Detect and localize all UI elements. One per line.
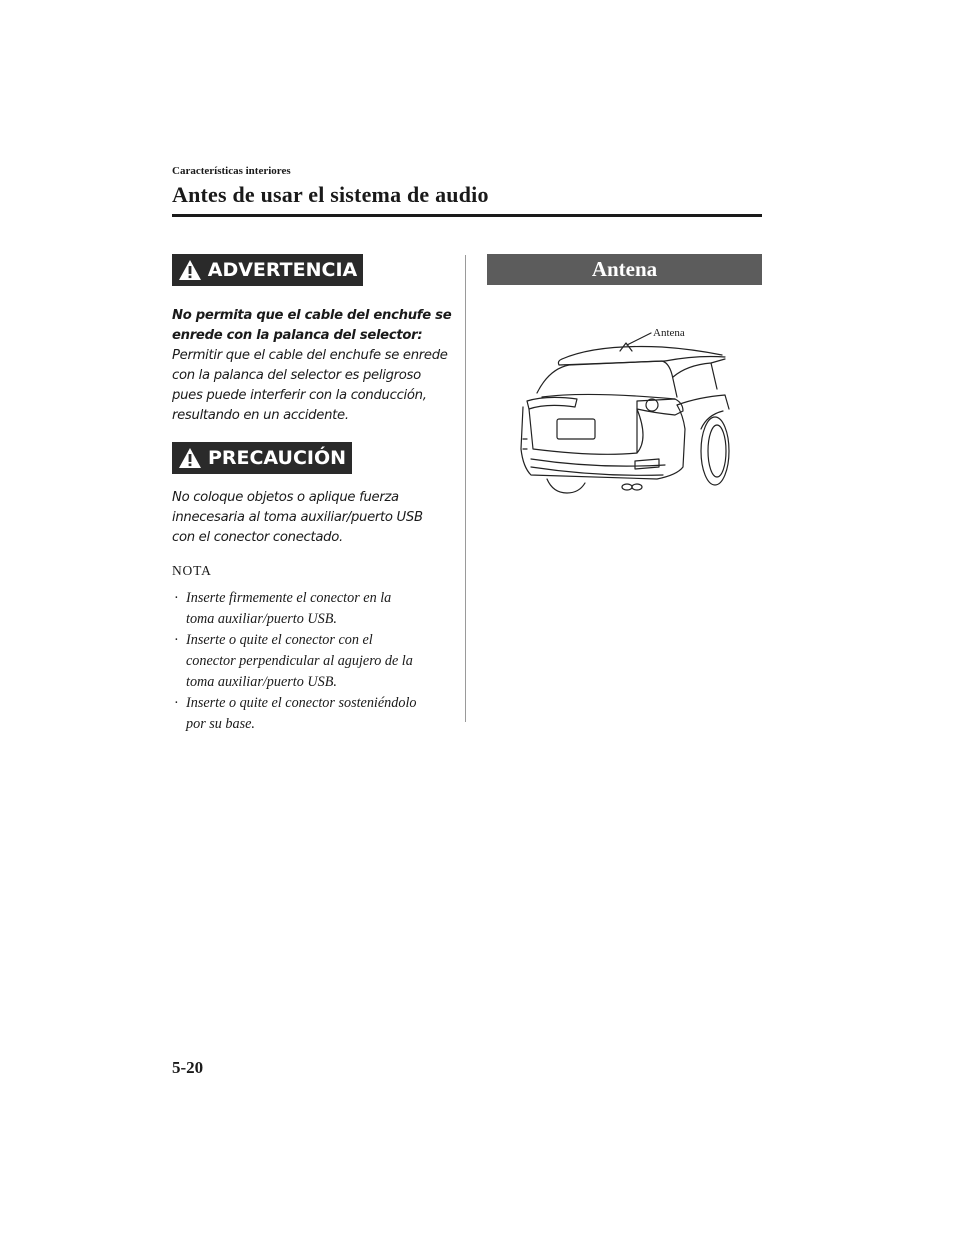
breadcrumb: Características interiores (172, 165, 291, 177)
note-item (172, 693, 462, 735)
note-label: NOTA (172, 563, 212, 578)
section-title-bar (487, 254, 762, 285)
caution-body-line: No coloque objetos o aplique fuerza (172, 490, 399, 505)
car-rear-illustration (487, 289, 762, 494)
warning-heading-line: No permita que el cable del enchufe se (172, 308, 452, 323)
note-line: conector perpendicular al agujero de la (186, 653, 413, 669)
note-item (172, 630, 462, 693)
note-line: Inserte o quite el conector sosteniéndolo (186, 695, 417, 711)
caution-triangle-icon (178, 447, 202, 469)
note-line: toma auxiliar/puerto USB. (186, 674, 337, 690)
warning-body (172, 346, 454, 426)
note-line: Inserte firmemente el conector en la (186, 590, 392, 606)
note-item (172, 588, 462, 630)
column-divider (465, 255, 466, 722)
caution-body (172, 488, 454, 548)
note-list (172, 588, 462, 735)
warning-body-line: con la palanca del selector es peligroso (172, 368, 421, 383)
page-number: 5-20 (172, 1058, 204, 1077)
caution-label: PRECAUCIÓN (207, 447, 347, 469)
warning-body-line: resultando en un accidente. (172, 408, 349, 423)
warning-triangle-icon (178, 259, 202, 281)
bullet-icon: · (174, 590, 179, 606)
caution-body-line: con el conector conectado. (172, 530, 343, 545)
note-line: toma auxiliar/puerto USB. (186, 611, 337, 627)
warning-body-line: Permitir que el cable del enchufe se enrede (172, 348, 448, 363)
antenna-callout-label: Antena (653, 327, 685, 339)
right-column (487, 254, 762, 494)
title-rule (172, 214, 762, 217)
page-title: Antes de usar el sistema de audio (172, 182, 489, 207)
section-title: Antena (591, 257, 658, 281)
warning-heading (172, 306, 454, 346)
caution-banner (172, 442, 352, 474)
warning-heading-line: enrede con la palanca del selector: (172, 328, 423, 343)
warning-banner (172, 254, 363, 286)
note-line: Inserte o quite el conector con el (186, 632, 373, 648)
antenna-figure (487, 289, 762, 494)
warning-body-line: pues puede interferir con la conducción, (172, 388, 427, 403)
bullet-icon: · (174, 632, 179, 648)
note-line: por su base. (186, 716, 255, 732)
warning-label: ADVERTENCIA (207, 259, 358, 281)
bullet-icon: · (174, 695, 179, 711)
caution-body-line: innecesaria al toma auxiliar/puerto USB (172, 510, 423, 525)
